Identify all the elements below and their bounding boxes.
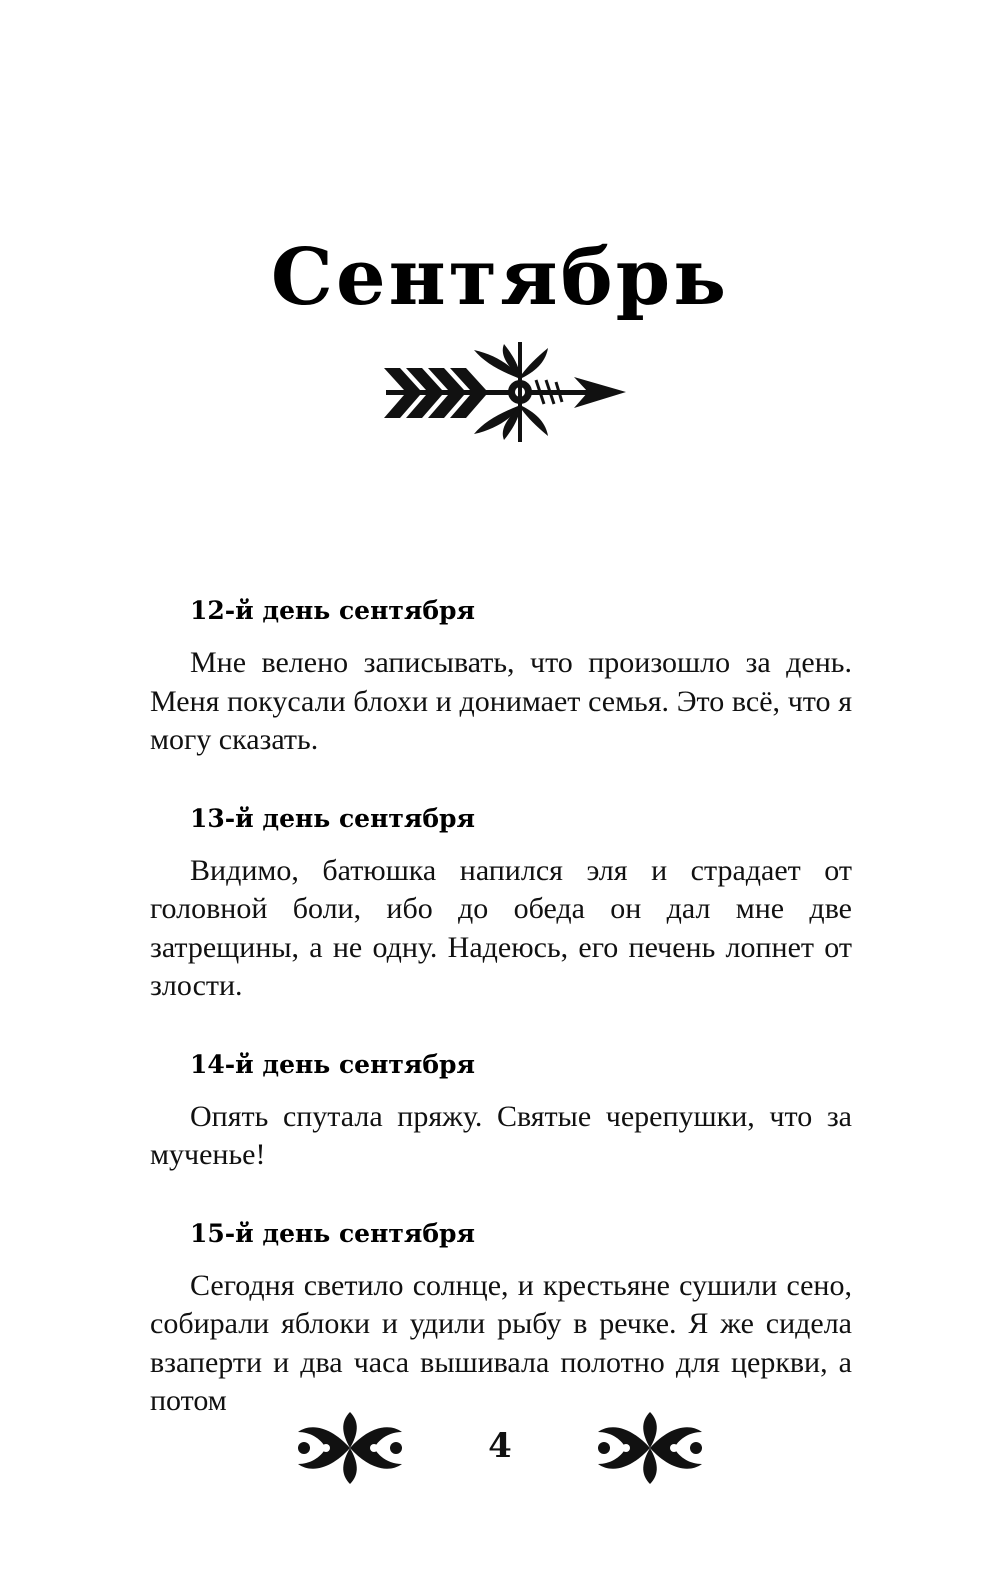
arrow-ornament-icon <box>378 340 628 445</box>
page-footer <box>0 1408 1000 1488</box>
entry-text: Сегодня светило солнце, и крестьяне сушили сено, собирали яблоки и удили рыбу в речке. Я же сидела взаперти и два часа вышивала полотно для церкви, а потом <box>150 1268 852 1417</box>
diary-entry <box>150 1215 852 1421</box>
diary-entries <box>150 592 852 1421</box>
entry-text: Видимо, батюшка напился эля и страдает от головной боли, ибо до обеда он дал мне две затрещины, а не одну. Надеюсь, его печень лопнет от злости. <box>150 853 852 1002</box>
diary-entry <box>150 800 852 1006</box>
entry-date-heading: 14-й день сентября <box>190 1049 475 1079</box>
chapter-title: Сентябрь <box>270 232 730 324</box>
flourish-left-icon <box>292 1408 408 1488</box>
entry-text: Мне велено записывать, что произошло за день. Меня покусали блохи и донимает семья. Это всё, что я могу сказать. <box>150 646 852 756</box>
entry-text: Опять спутала пряжу. Святые черепушки, что за мученье! <box>150 1099 852 1171</box>
entry-date-heading: 13-й день сентября <box>190 803 475 833</box>
entry-date-heading: 12-й день сентября <box>190 596 475 625</box>
entry-date-heading: 15-й день сентября <box>190 1218 475 1248</box>
page-number: 4 <box>488 1426 512 1466</box>
flourish-right-icon <box>592 1408 708 1488</box>
diary-entry <box>150 592 852 760</box>
diary-entry <box>150 1046 852 1175</box>
